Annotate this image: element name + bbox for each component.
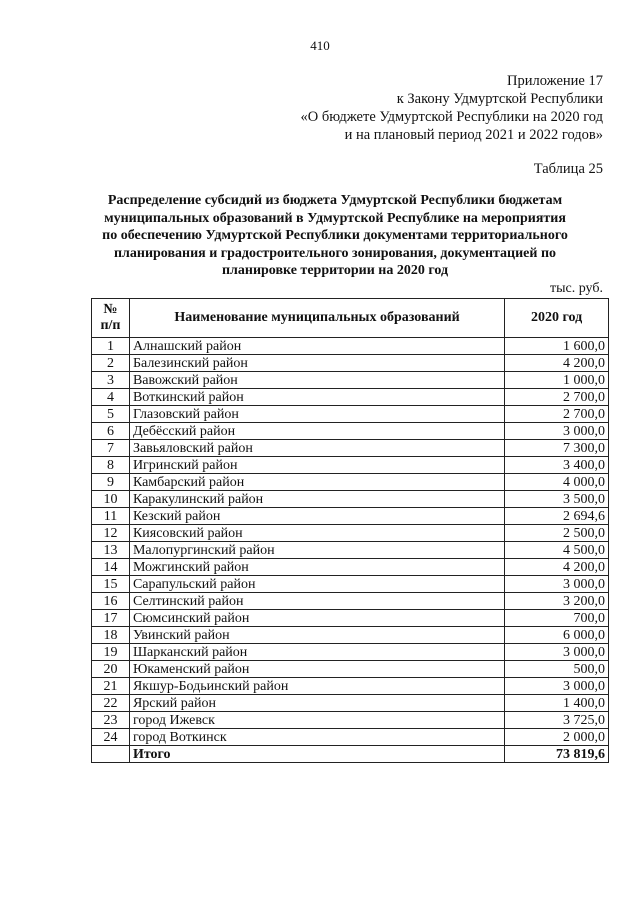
row-name-cell: Юкаменский район <box>129 661 504 678</box>
table-row <box>92 508 609 525</box>
row-name-cell: Якшур-Бодьинский район <box>129 678 504 695</box>
row-name-cell: Селтинский район <box>129 593 504 610</box>
row-number-cell: 19 <box>92 644 130 661</box>
row-name-cell: Игринский район <box>129 457 504 474</box>
row-name-cell: город Воткинск <box>129 729 504 746</box>
table-row <box>92 644 609 661</box>
row-name-cell: Завьяловский район <box>129 440 504 457</box>
title-line: по обеспечению Удмуртской Республики документами территориального <box>102 228 568 243</box>
total-row <box>92 746 609 763</box>
row-value-cell: 2 500,0 <box>505 525 609 542</box>
table-row <box>92 389 609 406</box>
row-number-cell: 3 <box>92 372 130 389</box>
row-value-cell: 4 500,0 <box>505 542 609 559</box>
document-title <box>70 192 600 280</box>
row-number-cell: 9 <box>92 474 130 491</box>
row-number-cell: 12 <box>92 525 130 542</box>
units-label: тыс. руб. <box>550 281 603 296</box>
row-value-cell: 2 000,0 <box>505 729 609 746</box>
title-line: Распределение субсидий из бюджета Удмуртской Республики бюджетам <box>107 193 563 208</box>
row-number-cell: 7 <box>92 440 130 457</box>
row-value-cell: 1 400,0 <box>505 695 609 712</box>
total-value: 73 819,6 <box>505 746 609 763</box>
row-name-cell: Малопургинский район <box>129 542 504 559</box>
row-number-cell: 18 <box>92 627 130 644</box>
subsidies-table <box>91 298 609 763</box>
table-row <box>92 406 609 423</box>
row-value-cell: 500,0 <box>505 661 609 678</box>
table-row <box>92 355 609 372</box>
title-line: планирования и градостроительного зонирования, документацией по <box>113 245 557 261</box>
row-value-cell: 2 700,0 <box>505 406 609 423</box>
row-name-cell: город Ижевск <box>129 712 504 729</box>
row-number-cell: 14 <box>92 559 130 576</box>
row-number-cell: 4 <box>92 389 130 406</box>
table-row <box>92 610 609 627</box>
row-number-cell: 2 <box>92 355 130 372</box>
title-line: муниципальных образований в Удмуртской Республике на мероприятия <box>104 210 566 226</box>
row-value-cell: 3 500,0 <box>505 491 609 508</box>
table-row <box>92 525 609 542</box>
table-row <box>92 678 609 695</box>
row-number-cell: 1 <box>92 338 130 355</box>
total-label: Итого <box>129 746 504 763</box>
row-value-cell: 2 694,6 <box>505 508 609 525</box>
table-row <box>92 338 609 355</box>
table-row <box>92 695 609 712</box>
table-row <box>92 627 609 644</box>
row-number-cell: 17 <box>92 610 130 627</box>
row-number-cell: 24 <box>92 729 130 746</box>
row-value-cell: 7 300,0 <box>505 440 609 457</box>
row-number-cell: 23 <box>92 712 130 729</box>
row-value-cell: 3 725,0 <box>505 712 609 729</box>
row-number-cell: 6 <box>92 423 130 440</box>
appendix-line: к Закону Удмуртской Республики <box>396 91 603 107</box>
row-name-cell: Увинский район <box>129 627 504 644</box>
row-value-cell: 3 400,0 <box>505 457 609 474</box>
row-number-cell: 5 <box>92 406 130 423</box>
row-name-cell: Киясовский район <box>129 525 504 542</box>
row-value-cell: 1 600,0 <box>505 338 609 355</box>
row-name-cell: Воткинский район <box>129 389 504 406</box>
table-header-row <box>92 299 609 338</box>
row-name-cell: Сарапульский район <box>129 576 504 593</box>
row-number-cell: 20 <box>92 661 130 678</box>
table-row <box>92 542 609 559</box>
table-row <box>92 423 609 440</box>
total-empty-cell <box>92 746 130 763</box>
table-number: Таблица 25 <box>533 161 603 177</box>
row-value-cell: 3 200,0 <box>505 593 609 610</box>
appendix-block <box>183 72 603 144</box>
row-name-cell: Шарканский район <box>129 644 504 661</box>
row-name-cell: Каракулинский район <box>129 491 504 508</box>
title-line: планировке территории на 2020 год <box>221 263 449 278</box>
row-number-cell: 13 <box>92 542 130 559</box>
header-value: 2020 год <box>505 299 609 338</box>
table-row <box>92 440 609 457</box>
row-value-cell: 6 000,0 <box>505 627 609 644</box>
row-name-cell: Кезский район <box>129 508 504 525</box>
header-number-symbol: № <box>103 302 118 317</box>
row-number-cell: 22 <box>92 695 130 712</box>
row-number-cell: 21 <box>92 678 130 695</box>
row-number-cell: 10 <box>92 491 130 508</box>
header-name: Наименование муниципальных образований <box>129 299 504 338</box>
appendix-line: и на плановый период 2021 и 2022 годов» <box>344 127 603 143</box>
row-value-cell: 4 000,0 <box>505 474 609 491</box>
table-row <box>92 491 609 508</box>
header-number <box>92 299 130 338</box>
row-number-cell: 16 <box>92 593 130 610</box>
row-name-cell: Балезинский район <box>129 355 504 372</box>
row-value-cell: 3 000,0 <box>505 678 609 695</box>
row-number-cell: 11 <box>92 508 130 525</box>
row-value-cell: 4 200,0 <box>505 559 609 576</box>
row-name-cell: Дебёсский район <box>129 423 504 440</box>
table-row <box>92 474 609 491</box>
header-number-abbr: п/п <box>100 318 121 333</box>
table-row <box>92 712 609 729</box>
row-name-cell: Ярский район <box>129 695 504 712</box>
row-name-cell: Глазовский район <box>129 406 504 423</box>
table-body <box>92 338 609 763</box>
row-value-cell: 700,0 <box>505 610 609 627</box>
appendix-line: «О бюджете Удмуртской Республики на 2020 год <box>300 109 603 125</box>
row-value-cell: 4 200,0 <box>505 355 609 372</box>
row-value-cell: 3 000,0 <box>505 576 609 593</box>
appendix-line: Приложение 17 <box>507 73 603 89</box>
row-value-cell: 1 000,0 <box>505 372 609 389</box>
row-value-cell: 2 700,0 <box>505 389 609 406</box>
row-name-cell: Камбарский район <box>129 474 504 491</box>
table-row <box>92 593 609 610</box>
row-name-cell: Сюмсинский район <box>129 610 504 627</box>
row-value-cell: 3 000,0 <box>505 423 609 440</box>
table-row <box>92 372 609 389</box>
table-row <box>92 576 609 593</box>
page-number: 410 <box>310 38 330 53</box>
row-value-cell: 3 000,0 <box>505 644 609 661</box>
table-row <box>92 457 609 474</box>
table-row <box>92 661 609 678</box>
row-name-cell: Можгинский район <box>129 559 504 576</box>
row-number-cell: 15 <box>92 576 130 593</box>
row-name-cell: Алнашский район <box>129 338 504 355</box>
table-row <box>92 559 609 576</box>
row-name-cell: Вавожский район <box>129 372 504 389</box>
row-number-cell: 8 <box>92 457 130 474</box>
table-row <box>92 729 609 746</box>
